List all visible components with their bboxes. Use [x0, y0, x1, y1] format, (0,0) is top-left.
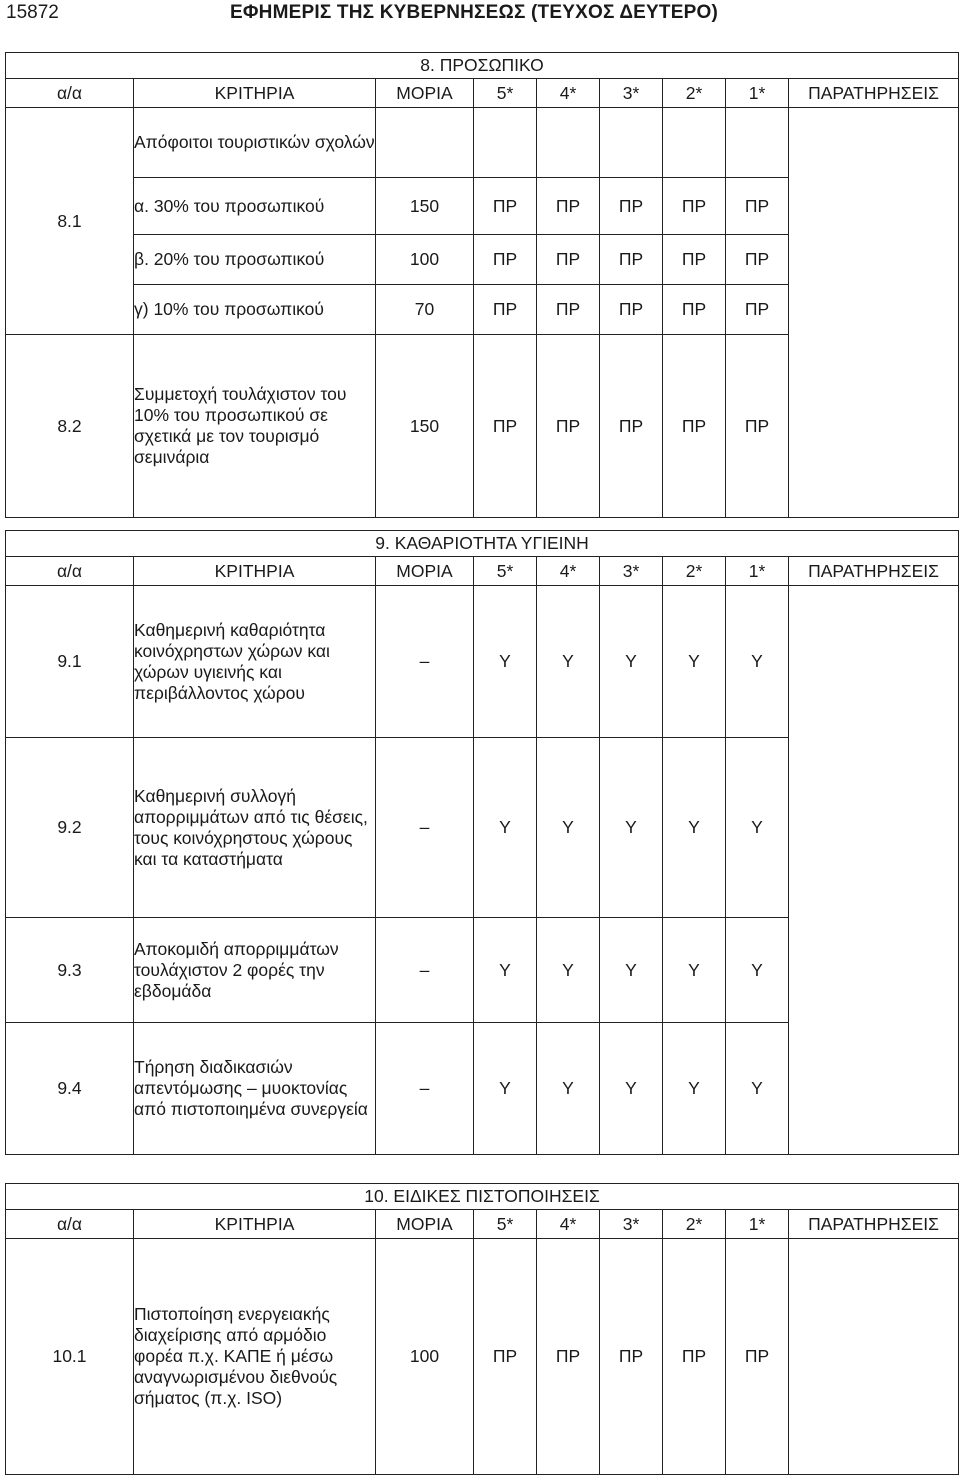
grade-cell: ΠΡ: [474, 335, 537, 518]
points-cell: 150: [376, 335, 474, 518]
grade-cell: ΠΡ: [474, 178, 537, 235]
column-header: 2*: [663, 79, 726, 108]
column-header: α/α: [6, 1210, 134, 1239]
criterion-text: Συμμετοχή τουλάχιστον του 10% του προσωπικού σε σχετικά με τον τουρισμό σεμινάρια: [134, 335, 376, 518]
grade-cell: ΠΡ: [600, 235, 663, 285]
column-header: 4*: [537, 557, 600, 586]
column-header: 2*: [663, 557, 726, 586]
grade-cell: ΠΡ: [726, 285, 789, 335]
grade-cell: Υ: [537, 1023, 600, 1155]
column-header: 3*: [600, 79, 663, 108]
remarks-cell: [789, 586, 959, 1155]
section-table: [5, 530, 959, 1155]
criterion-number: 8.1: [6, 108, 134, 335]
criterion-text: Καθημερινή καθαριότητα κοινόχρηστων χώρων και χώρων υγιεινής και περιβάλλοντος χώρου: [134, 586, 376, 738]
grade-cell: Υ: [474, 738, 537, 918]
grade-cell: Υ: [600, 738, 663, 918]
criterion-text: Τήρηση διαδικασιών απεντόμωσης – μυοκτονίας από πιστοποιημένα συνεργεία: [134, 1023, 376, 1155]
column-header: ΠΑΡΑΤΗΡΗΣΕΙΣ: [789, 557, 959, 586]
column-header: 1*: [726, 1210, 789, 1239]
grade-cell: Υ: [600, 586, 663, 738]
column-header: ΠΑΡΑΤΗΡΗΣΕΙΣ: [789, 1210, 959, 1239]
grade-cell: ΠΡ: [663, 285, 726, 335]
grade-cell: ΠΡ: [600, 1239, 663, 1475]
column-header: ΜΟΡΙΑ: [376, 557, 474, 586]
grade-cell: ΠΡ: [726, 235, 789, 285]
column-header: 5*: [474, 1210, 537, 1239]
criterion-number: 9.2: [6, 738, 134, 918]
column-header: α/α: [6, 79, 134, 108]
criterion-text: Απόφοιτοι τουριστικών σχολών: [134, 108, 376, 178]
criterion-text: γ) 10% του προσωπικού: [134, 285, 376, 335]
remarks-cell: [789, 1239, 959, 1475]
grade-cell: [600, 108, 663, 178]
grade-cell: Υ: [474, 586, 537, 738]
column-header: ΜΟΡΙΑ: [376, 79, 474, 108]
grade-cell: Υ: [537, 738, 600, 918]
grade-cell: [726, 108, 789, 178]
remarks-cell: [789, 108, 959, 518]
column-header: ΠΑΡΑΤΗΡΗΣΕΙΣ: [789, 79, 959, 108]
criterion-text: Αποκομιδή απορριμμάτων τουλάχιστον 2 φορές την εβδομάδα: [134, 918, 376, 1023]
grade-cell: ΠΡ: [600, 178, 663, 235]
column-header: 3*: [600, 1210, 663, 1239]
gazette-title: ΕΦΗΜΕΡΙΣ ΤΗΣ ΚΥΒΕΡΝΗΣΕΩΣ (ΤΕΥΧΟΣ ΔΕΥΤΕΡΟ): [230, 2, 718, 23]
grade-cell: ΠΡ: [474, 285, 537, 335]
column-header: ΚΡΙΤΗΡΙΑ: [134, 79, 376, 108]
column-header: 4*: [537, 79, 600, 108]
grade-cell: ΠΡ: [600, 285, 663, 335]
grade-cell: ΠΡ: [663, 178, 726, 235]
grade-cell: ΠΡ: [537, 235, 600, 285]
section-title: 9. ΚΑΘΑΡΙΟΤΗΤΑ ΥΓΙΕΙΝΗ: [6, 531, 959, 557]
criterion-number: 9.3: [6, 918, 134, 1023]
column-header: 3*: [600, 557, 663, 586]
column-header: ΜΟΡΙΑ: [376, 1210, 474, 1239]
section-title: 10. ΕΙΔΙΚΕΣ ΠΙΣΤΟΠΟΙΗΣΕΙΣ: [6, 1184, 959, 1210]
grade-cell: Υ: [726, 1023, 789, 1155]
grade-cell: ΠΡ: [537, 178, 600, 235]
criterion-number: 9.4: [6, 1023, 134, 1155]
grade-cell: Υ: [663, 586, 726, 738]
grade-cell: ΠΡ: [726, 335, 789, 518]
criterion-number: 9.1: [6, 586, 134, 738]
points-cell: [376, 108, 474, 178]
grade-cell: ΠΡ: [600, 335, 663, 518]
grade-cell: ΠΡ: [537, 335, 600, 518]
section-table: [5, 1183, 959, 1475]
points-cell: –: [376, 1023, 474, 1155]
page-number: 15872: [6, 2, 59, 23]
grade-cell: [663, 108, 726, 178]
column-header: 1*: [726, 557, 789, 586]
grade-cell: Υ: [663, 1023, 726, 1155]
criterion-text: Πιστοποίηση ενεργειακής διαχείρισης από αρμόδιο φορέα π.χ. ΚΑΠΕ ή μέσω αναγνωρισμένου διεθνούς σήματος (π.χ. ISO): [134, 1239, 376, 1475]
grade-cell: ΠΡ: [726, 1239, 789, 1475]
points-cell: 100: [376, 235, 474, 285]
grade-cell: [474, 108, 537, 178]
column-header: α/α: [6, 557, 134, 586]
criterion-text: α. 30% του προσωπικού: [134, 178, 376, 235]
column-header: 5*: [474, 79, 537, 108]
grade-cell: Υ: [537, 586, 600, 738]
points-cell: –: [376, 738, 474, 918]
criterion-number: 10.1: [6, 1239, 134, 1475]
criterion-text: β. 20% του προσωπικού: [134, 235, 376, 285]
grade-cell: ΠΡ: [663, 335, 726, 518]
grade-cell: Υ: [474, 918, 537, 1023]
criterion-text: Καθημερινή συλλογή απορριμμάτων από τις θέσεις, τους κοινόχρηστους χώρους και τα καταστήματα: [134, 738, 376, 918]
table-row: [6, 586, 959, 738]
grade-cell: ΠΡ: [726, 178, 789, 235]
section-title: 8. ΠΡΟΣΩΠΙΚΟ: [6, 53, 959, 79]
points-cell: –: [376, 918, 474, 1023]
table-row: [6, 108, 959, 178]
grade-cell: [537, 108, 600, 178]
grade-cell: Υ: [726, 586, 789, 738]
table-row: [6, 1239, 959, 1475]
grade-cell: Υ: [726, 738, 789, 918]
points-cell: 70: [376, 285, 474, 335]
column-header: 1*: [726, 79, 789, 108]
page-header: [0, 0, 960, 30]
grade-cell: Υ: [537, 918, 600, 1023]
grade-cell: Υ: [726, 918, 789, 1023]
points-cell: –: [376, 586, 474, 738]
column-header: 2*: [663, 1210, 726, 1239]
grade-cell: ΠΡ: [537, 285, 600, 335]
grade-cell: Υ: [474, 1023, 537, 1155]
grade-cell: ΠΡ: [474, 1239, 537, 1475]
grade-cell: Υ: [663, 918, 726, 1023]
grade-cell: ΠΡ: [537, 1239, 600, 1475]
grade-cell: Υ: [600, 1023, 663, 1155]
column-header: 4*: [537, 1210, 600, 1239]
grade-cell: Υ: [663, 738, 726, 918]
grade-cell: Υ: [600, 918, 663, 1023]
section-table: [5, 52, 959, 518]
grade-cell: ΠΡ: [474, 235, 537, 285]
column-header: 5*: [474, 557, 537, 586]
points-cell: 100: [376, 1239, 474, 1475]
column-header: ΚΡΙΤΗΡΙΑ: [134, 1210, 376, 1239]
points-cell: 150: [376, 178, 474, 235]
grade-cell: ΠΡ: [663, 235, 726, 285]
column-header: ΚΡΙΤΗΡΙΑ: [134, 557, 376, 586]
criterion-number: 8.2: [6, 335, 134, 518]
grade-cell: ΠΡ: [663, 1239, 726, 1475]
